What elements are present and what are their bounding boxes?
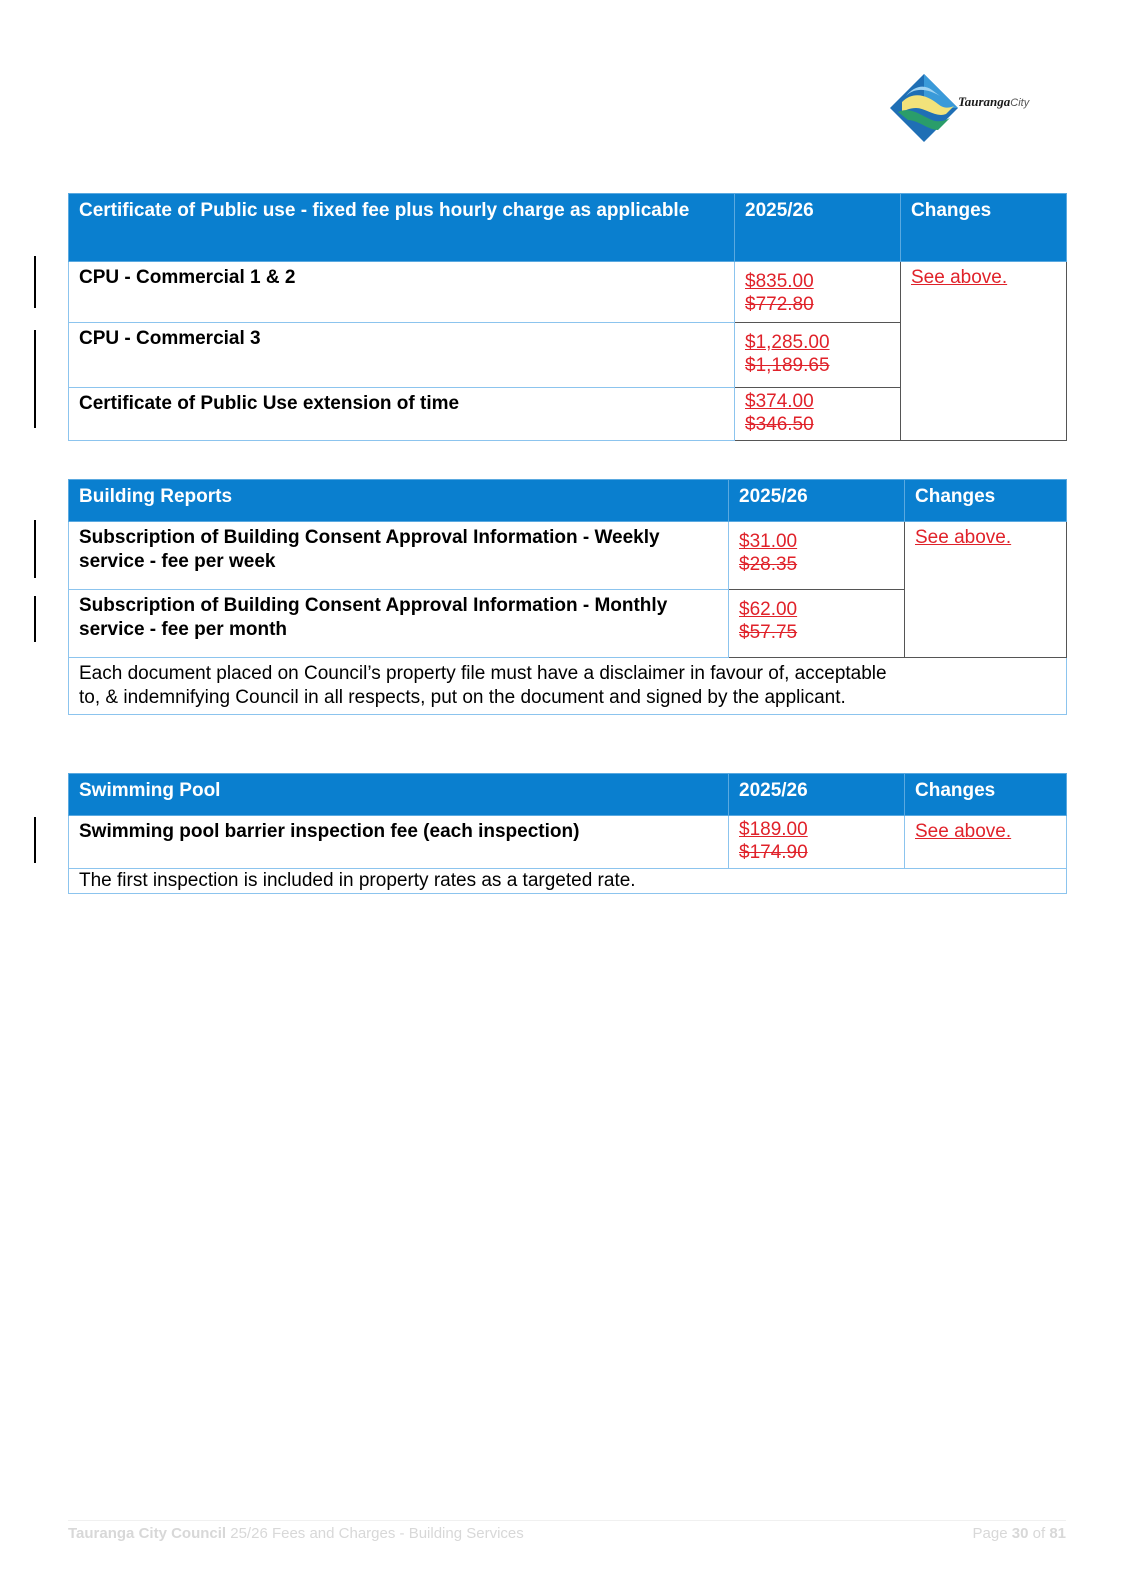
old-price: $1,189.65	[745, 355, 830, 376]
fee-price	[729, 590, 905, 658]
empty-cell	[905, 869, 1067, 894]
table-row	[69, 522, 1067, 590]
table-note-row	[69, 658, 1067, 715]
old-price: $57.75	[739, 622, 798, 643]
new-price: $189.00	[739, 819, 808, 840]
page-footer	[68, 1520, 1066, 1542]
header-title: Building Reports	[69, 480, 729, 522]
certificate-public-use-table	[68, 193, 1067, 441]
table-row	[69, 816, 1067, 869]
header-year: 2025/26	[729, 774, 905, 816]
revision-bar	[34, 520, 36, 578]
page-number: Page 30 of 81	[972, 1525, 1066, 1542]
table-header	[69, 194, 1067, 262]
header-year: 2025/26	[729, 480, 905, 522]
table-note-row	[69, 869, 1067, 894]
tauranga-city-logo	[888, 72, 1058, 144]
fee-description: Subscription of Building Consent Approval Information - Weekly service - fee per week	[69, 522, 729, 590]
fee-description: CPU - Commercial 1 & 2	[69, 262, 735, 323]
header-title: Certificate of Public use - fixed fee plus hourly charge as applicable	[69, 194, 735, 262]
new-price: $835.00	[745, 271, 814, 292]
revision-bar	[34, 330, 36, 428]
old-price: $772.80	[745, 294, 814, 315]
footer-doc-title: Tauranga City Council 25/26 Fees and Charges - Building Services	[68, 1525, 524, 1542]
empty-cell	[905, 658, 1067, 715]
see-above-link[interactable]: See above.	[915, 821, 1012, 842]
fee-description: Certificate of Public Use extension of time	[69, 388, 735, 441]
changes-cell	[905, 522, 1067, 658]
old-price: $346.50	[745, 414, 814, 435]
see-above-link[interactable]: See above.	[911, 267, 1008, 288]
changes-cell	[901, 262, 1067, 441]
swimming-pool-table	[68, 773, 1067, 894]
fee-price	[735, 323, 901, 388]
revision-bar	[34, 817, 36, 863]
header-title: Swimming Pool	[69, 774, 729, 816]
fee-price	[735, 388, 901, 441]
fee-description: Swimming pool barrier inspection fee (each inspection)	[69, 816, 729, 869]
new-price: $62.00	[739, 599, 798, 620]
logo-diamond-icon	[888, 72, 960, 144]
old-price: $28.35	[739, 554, 798, 575]
see-above-link[interactable]: See above.	[915, 527, 1012, 548]
header-changes: Changes	[905, 774, 1067, 816]
table-header	[69, 480, 1067, 522]
header-changes: Changes	[905, 480, 1067, 522]
changes-cell	[905, 816, 1067, 869]
fee-price	[729, 522, 905, 590]
new-price: $1,285.00	[745, 332, 830, 353]
fee-description: CPU - Commercial 3	[69, 323, 735, 388]
header-changes: Changes	[901, 194, 1067, 262]
fee-price	[735, 262, 901, 323]
fee-price	[729, 816, 905, 869]
disclaimer-note: Each document placed on Council’s property file must have a disclaimer in favour of, acceptable to, & indemnifying Council in all respects, put on the document and signed by the applicant.	[69, 658, 905, 715]
revision-bar	[34, 256, 36, 308]
new-price: $31.00	[739, 531, 798, 552]
table-row	[69, 262, 1067, 323]
old-price: $174.90	[739, 842, 808, 863]
revision-bar	[34, 596, 36, 642]
fee-description: Subscription of Building Consent Approval Information - Monthly service - fee per month	[69, 590, 729, 658]
building-reports-table	[68, 479, 1067, 715]
new-price: $374.00	[745, 391, 814, 412]
table-header	[69, 774, 1067, 816]
header-year: 2025/26	[735, 194, 901, 262]
inspection-note: The first inspection is included in property rates as a targeted rate.	[69, 869, 905, 894]
logo-wordmark: TaurangaCity	[958, 94, 1030, 109]
